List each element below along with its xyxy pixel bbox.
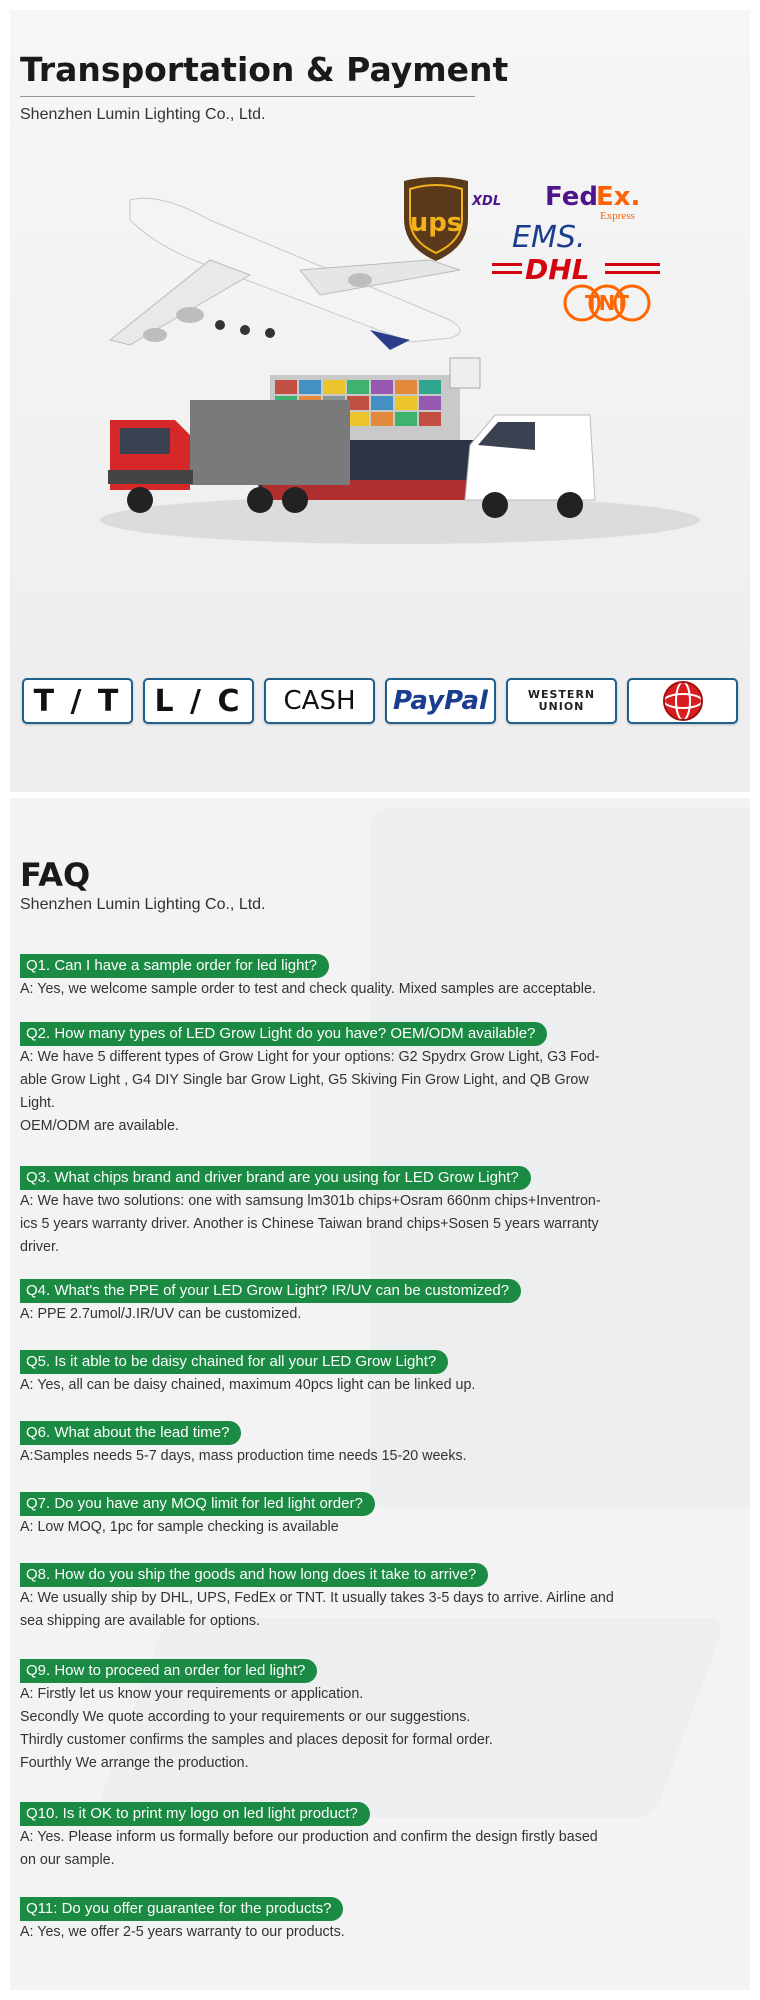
tnt-text: TNT [584, 291, 630, 315]
ems-logo: EMS. [512, 220, 586, 255]
payment-methods [22, 678, 738, 726]
title-divider [20, 96, 475, 97]
faq-answer-1: A: Yes, we welcome sample order to test and check quality. Mixed samples are acceptable. [20, 981, 596, 997]
faq-answer-11: A: Yes, we offer 2-5 years warranty to our products. [20, 1924, 345, 1940]
faq-answer-10: A: Yes. Please inform us formally before our production and confirm the design firstly based on our sample. [20, 1829, 598, 1868]
airplane-icon [110, 198, 460, 350]
faq-item-10 [20, 1802, 720, 1872]
payment-cash-label: CASH [283, 686, 356, 716]
payment-tt [22, 678, 133, 724]
logistics-illustration [70, 170, 700, 550]
payment-lc-label: L / C [154, 683, 243, 719]
ground-shadow [100, 496, 700, 544]
faq-question-2: Q2. How many types of LED Grow Light do you have? OEM/ODM available? [20, 1022, 547, 1046]
western-union-label [528, 689, 595, 713]
faq-item-3 [20, 1166, 720, 1259]
faq-answer-4: A: PPE 2.7umol/J.IR/UV can be customized. [20, 1306, 302, 1322]
payment-lc [143, 678, 254, 724]
faq-answer-9: A: Firstly let us know your requirements or application. Secondly We quote according to your requirements or our suggestions. Thirdly customer confirms the samples and places deposit for formal order. Fourthly We arrange the production. [20, 1686, 493, 1771]
payment-paypal [385, 678, 496, 724]
fedex-ex: Ex. [596, 182, 641, 212]
transport-section [10, 10, 750, 792]
faq-section [10, 798, 750, 1990]
payment-cash [264, 678, 375, 724]
faq-question-8: Q8. How do you ship the goods and how long does it take to arrive? [20, 1563, 488, 1587]
faq-answer-7: A: Low MOQ, 1pc for sample checking is available [20, 1519, 339, 1535]
fedex-express: Express [600, 210, 635, 222]
faq-item-11 [20, 1897, 720, 1944]
payment-paypal-label: PayPal [393, 686, 488, 716]
faq-title: FAQ [20, 856, 91, 894]
faq-answer-5: A: Yes, all can be daisy chained, maximum 40pcs light can be linked up. [20, 1377, 476, 1393]
faq-item-1 [20, 954, 720, 1001]
faq-question-6: Q6. What about the lead time? [20, 1421, 241, 1445]
faq-item-7 [20, 1492, 720, 1539]
faq-question-3: Q3. What chips brand and driver brand are you using for LED Grow Light? [20, 1166, 531, 1190]
western-union-top: WESTERN [527, 688, 596, 701]
faq-item-4 [20, 1279, 720, 1326]
faq-item-9 [20, 1659, 720, 1775]
faq-question-7: Q7. Do you have any MOQ limit for led light order? [20, 1492, 375, 1516]
faq-item-8 [20, 1563, 720, 1633]
payment-other [627, 678, 738, 724]
faq-question-10: Q10. Is it OK to print my logo on led light product? [20, 1802, 370, 1826]
faq-question-5: Q5. Is it able to be daisy chained for all your LED Grow Light? [20, 1350, 448, 1374]
faq-question-1: Q1. Can I have a sample order for led light? [20, 954, 329, 978]
western-union-bottom: UNION [538, 700, 585, 713]
faq-answer-8: A: We usually ship by DHL, UPS, FedEx or TNT. It usually takes 3-5 days to arrive. Airline and sea shipping are available for options. [20, 1590, 614, 1629]
laptop-background [370, 808, 750, 1508]
faq-question-4: Q4. What's the PPE of your LED Grow Light? IR/UV can be customized? [20, 1279, 521, 1303]
payment-western-union [506, 678, 617, 724]
transport-company: Shenzhen Lumin Lighting Co., Ltd. [20, 106, 266, 123]
xdl-logo: XDL [472, 194, 502, 209]
faq-item-2 [20, 1022, 720, 1138]
faq-item-6 [20, 1421, 720, 1468]
faq-answer-6: A:Samples needs 5-7 days, mass production time needs 15-20 weeks. [20, 1448, 467, 1464]
faq-company: Shenzhen Lumin Lighting Co., Ltd. [20, 896, 266, 913]
fedex-fed: Fed [545, 182, 598, 212]
transport-title: Transportation & Payment [20, 50, 509, 89]
dhl-text: DHL [525, 253, 590, 286]
faq-answer-3: A: We have two solutions: one with samsung lm301b chips+Osram 660nm chips+Inventron- ics 5 years warranty driver. Another is Chinese Taiwan brand chips+Sosen 5 years warranty driver. [20, 1193, 601, 1255]
payment-globe-icon [662, 680, 704, 722]
faq-question-11: Q11: Do you offer guarantee for the products? [20, 1897, 343, 1921]
ups-text: ups [409, 208, 463, 238]
payment-tt-label: T / T [33, 683, 122, 719]
faq-question-9: Q9. How to proceed an order for led light? [20, 1659, 317, 1683]
faq-item-5 [20, 1350, 720, 1397]
faq-answer-2: A: We have 5 different types of Grow Light for your options: G2 Spydrx Grow Light, G3 Fod- able Grow Light , G4 DIY Single bar Grow Light, G5 Skiving Fin Grow Light, and QB Grow Light. OEM/ODM are available. [20, 1049, 600, 1134]
